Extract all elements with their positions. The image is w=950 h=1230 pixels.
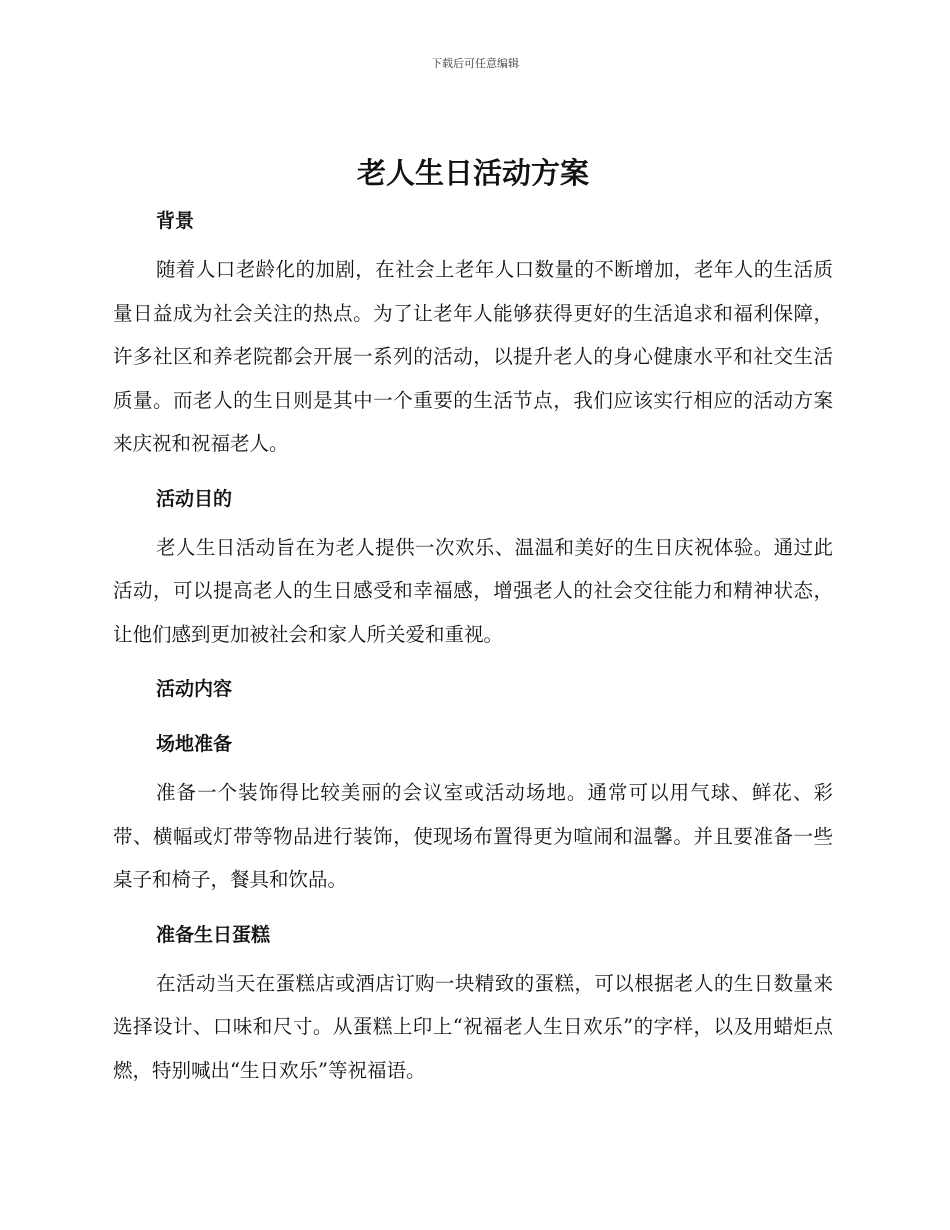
section-heading-content: 活动内容	[156, 678, 233, 700]
document-body	[113, 150, 833, 1092]
section-heading-background: 背景	[156, 210, 195, 232]
document-title: 老人生日活动方案	[356, 156, 589, 190]
section-paragraph-cake: 在活动当天在蛋糕店或酒店订购一块精致的蛋糕，可以根据老人的生日数量来选择设计、口味和尺寸。从蛋糕上印上“祝福老人生日欢乐”的字样，以及用蜡炬点燃，特别喊出“生日欢乐”等祝福语。	[113, 971, 833, 1082]
section-paragraph-background: 随着人口老龄化的加剧，在社会上老年人口数量的不断增加，老年人的生活质量日益成为社会关注的热点。为了让老年人能够获得更好的生活追求和福利保障，许多社区和养老院都会开展一系列的活动，以提升老人的身心健康水平和社交生活质量。而老人的生日则是其中一个重要的生活节点，我们应该实行相应的活动方案来庆祝和祝福老人。	[113, 258, 833, 455]
section-heading-cake: 准备生日蛋糕	[156, 923, 271, 946]
section-heading-venue: 场地准备	[156, 733, 233, 755]
section-paragraph-venue: 准备一个装饰得比较美丽的会议室或活动场地。通常可以用气球、鲜花、彩带、横幅或灯带等物品进行装饰，使现场布置得更为喧闹和温馨。并且要准备一些桌子和椅子，餐具和饮品。	[113, 781, 833, 891]
header-note: 下载后可任意编辑	[431, 57, 519, 70]
section-paragraph-purpose: 老人生日活动旨在为老人提供一次欢乐、温温和美好的生日庆祝体验。通过此活动，可以提高老人的生日感受和幸福感，增强老人的社会交往能力和精神状态，让他们感到更加被社会和家人所关爱和重视。	[113, 535, 833, 646]
section-heading-purpose: 活动目的	[156, 487, 233, 510]
